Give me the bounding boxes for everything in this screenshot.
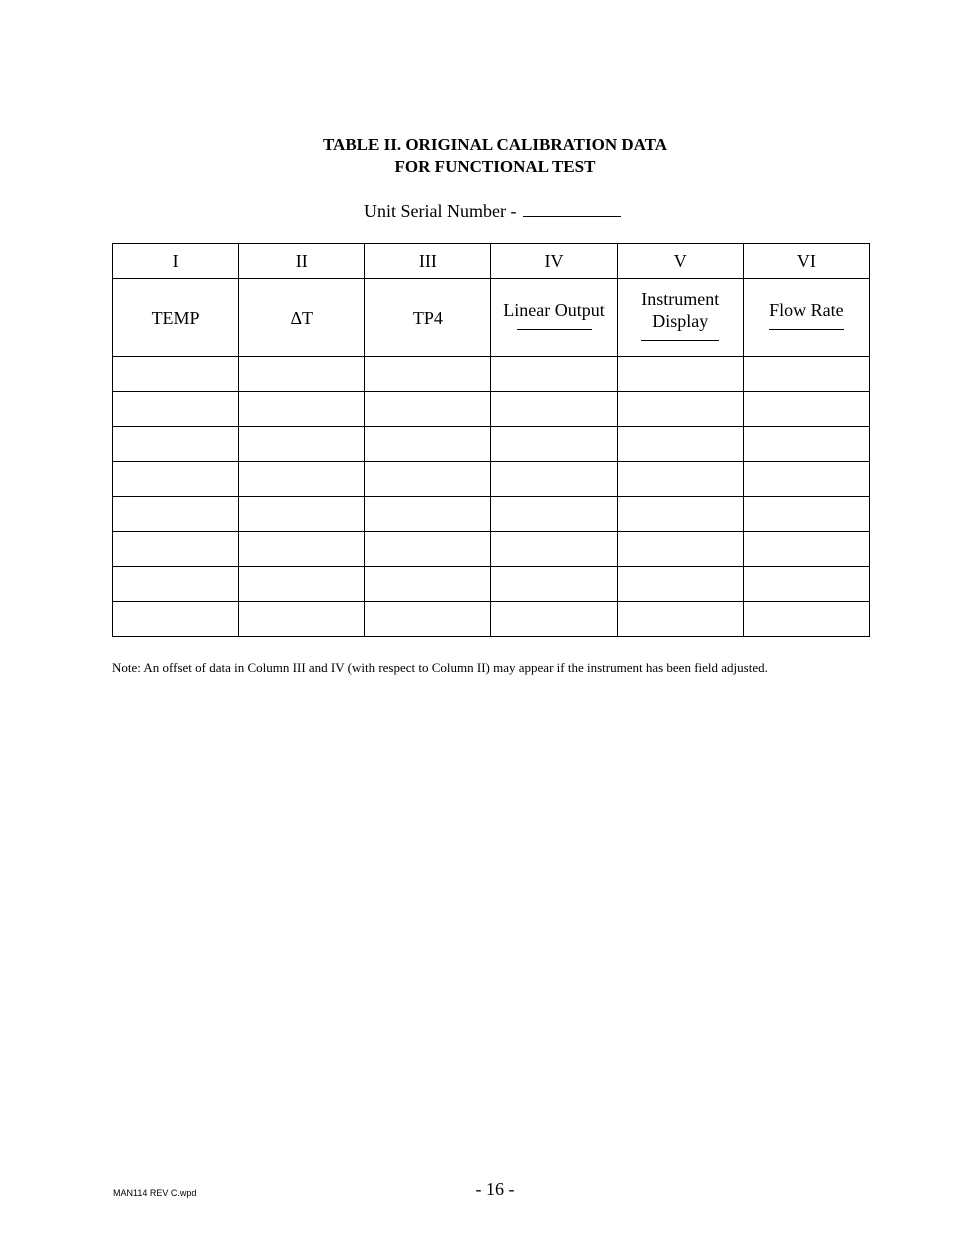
column-numeral: VI: [743, 244, 869, 279]
table-row: [113, 567, 870, 602]
column-numeral: III: [365, 244, 491, 279]
page-number: - 16 -: [475, 1179, 515, 1199]
column-numeral-row: [113, 244, 870, 279]
data-cell[interactable]: [239, 357, 365, 392]
table-row: [113, 602, 870, 637]
data-cell[interactable]: [239, 532, 365, 567]
data-cell[interactable]: [743, 567, 869, 602]
data-cell[interactable]: [743, 462, 869, 497]
data-cell[interactable]: [617, 462, 743, 497]
data-cell[interactable]: [617, 497, 743, 532]
serial-number-field: [364, 199, 621, 223]
data-cell[interactable]: [743, 497, 869, 532]
table-title-line-1: TABLE II. ORIGINAL CALIBRATION DATA: [322, 135, 667, 154]
column-numeral: II: [239, 244, 365, 279]
header-tp4: TP4: [365, 279, 491, 357]
data-cell[interactable]: [113, 462, 239, 497]
data-cell[interactable]: [239, 497, 365, 532]
data-cell[interactable]: [239, 392, 365, 427]
data-cell[interactable]: [617, 602, 743, 637]
data-cell[interactable]: [113, 427, 239, 462]
table-row: [113, 392, 870, 427]
data-cell[interactable]: [491, 392, 617, 427]
data-cell[interactable]: [491, 532, 617, 567]
data-cell[interactable]: [617, 427, 743, 462]
data-cell[interactable]: [491, 602, 617, 637]
data-cell[interactable]: [239, 462, 365, 497]
data-cell[interactable]: [491, 462, 617, 497]
data-cell[interactable]: [239, 602, 365, 637]
data-cell[interactable]: [491, 427, 617, 462]
data-cell[interactable]: [617, 357, 743, 392]
data-cell[interactable]: [491, 497, 617, 532]
linear-output-unit-blank[interactable]: [517, 329, 592, 330]
data-cell[interactable]: [239, 427, 365, 462]
data-cell[interactable]: [743, 532, 869, 567]
header-instrument-display: [617, 279, 743, 357]
instrument-display-unit-blank[interactable]: [641, 340, 719, 341]
data-cell[interactable]: [365, 427, 491, 462]
footer-file-name: MAN114 REV C.wpd: [113, 1188, 197, 1198]
column-numeral: V: [617, 244, 743, 279]
data-cell[interactable]: [743, 602, 869, 637]
table-row: [113, 532, 870, 567]
data-cell[interactable]: [113, 497, 239, 532]
data-cell[interactable]: [365, 532, 491, 567]
flow-rate-unit-blank[interactable]: [769, 329, 844, 330]
serial-number-blank[interactable]: [523, 199, 621, 217]
header-linear-output: [491, 279, 617, 357]
data-cell[interactable]: [365, 392, 491, 427]
data-cell[interactable]: [113, 532, 239, 567]
header-flow-rate: [743, 279, 869, 357]
data-cell[interactable]: [491, 357, 617, 392]
serial-number-label: Unit Serial Number -: [364, 201, 517, 221]
data-cell[interactable]: [365, 497, 491, 532]
header-delta-t: ΔT: [239, 279, 365, 357]
data-cell[interactable]: [365, 602, 491, 637]
data-cell[interactable]: [617, 392, 743, 427]
header-instrument-display-label: Instrument Display: [641, 289, 720, 331]
table-note: Note: An offset of data in Column III and IV (with respect to Column II) may appear if the instrument has been field adjusted.: [112, 660, 768, 675]
table-row: [113, 462, 870, 497]
header-flow-rate-label: Flow Rate: [769, 300, 844, 320]
data-cell[interactable]: [743, 357, 869, 392]
data-cell[interactable]: [743, 392, 869, 427]
data-cell[interactable]: [365, 357, 491, 392]
column-numeral: IV: [491, 244, 617, 279]
data-cell[interactable]: [239, 567, 365, 602]
data-cell[interactable]: [617, 532, 743, 567]
header-temp: TEMP: [113, 279, 239, 357]
data-cell[interactable]: [491, 567, 617, 602]
data-cell[interactable]: [113, 357, 239, 392]
data-cell[interactable]: [113, 392, 239, 427]
header-linear-output-label: Linear Output: [503, 300, 605, 320]
column-numeral: I: [113, 244, 239, 279]
data-cell[interactable]: [365, 462, 491, 497]
data-cell[interactable]: [365, 567, 491, 602]
data-cell[interactable]: [617, 567, 743, 602]
table-row: [113, 497, 870, 532]
data-cell[interactable]: [113, 567, 239, 602]
table-title-line-2: FOR FUNCTIONAL TEST: [394, 157, 596, 176]
column-header-row: [113, 279, 870, 357]
data-cell[interactable]: [113, 602, 239, 637]
table-row: [113, 357, 870, 392]
table-row: [113, 427, 870, 462]
calibration-table: [112, 243, 870, 637]
data-cell[interactable]: [743, 427, 869, 462]
